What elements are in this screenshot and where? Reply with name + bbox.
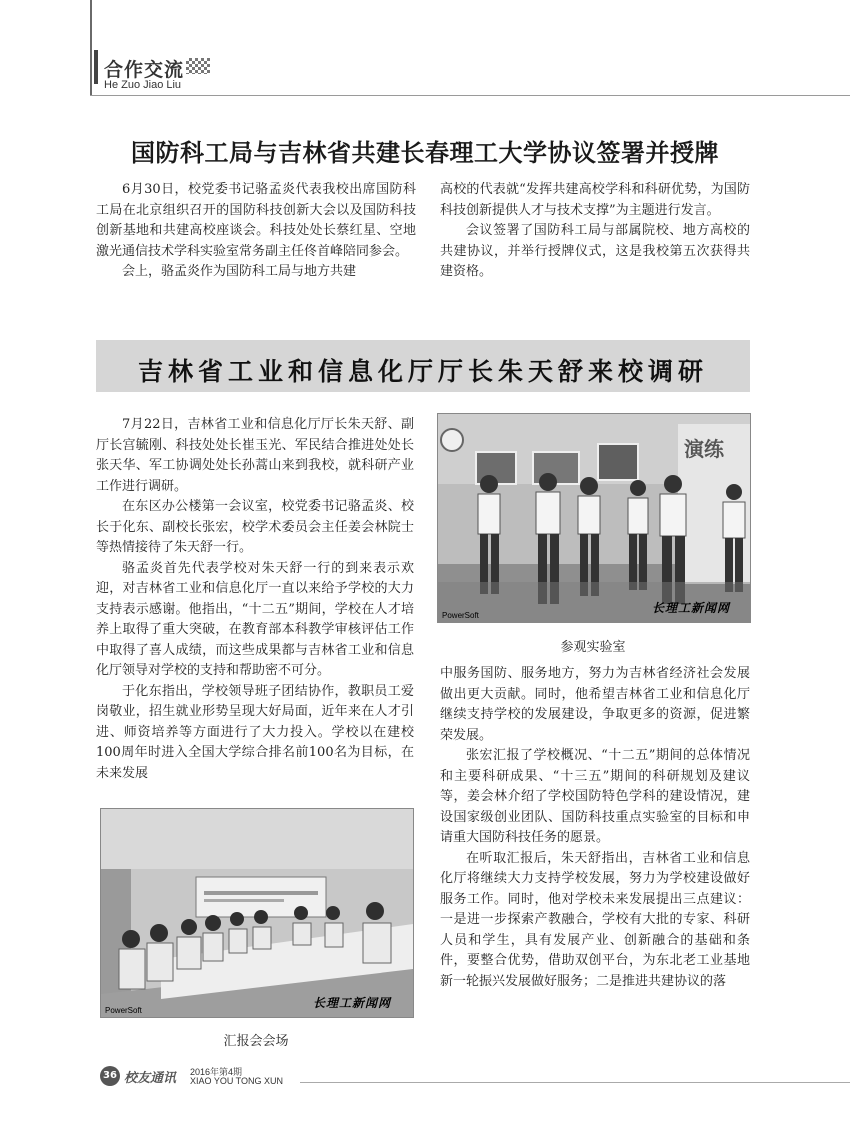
article1-paragraph-continued: 高校的代表就“发挥共建高校学科和科研优势，为国防科技创新提供人才与技术支撑”为主题进行发言。	[440, 182, 750, 218]
meeting-caption: 汇报会会场	[223, 1034, 289, 1049]
article1-title: 国防科工局与吉林省共建长春理工大学协议签署并授牌	[131, 139, 719, 167]
header-accent-bar	[94, 50, 98, 84]
lab-wall-sign: 演练	[684, 437, 724, 461]
meeting-photo	[100, 808, 414, 1018]
article1-paragraph: 会议签署了国防科工局与部属院校、地方高校的共建协议，并举行授牌仪式，这是我校第五次获得共建资格。	[440, 223, 750, 279]
article2-column-right	[440, 664, 750, 992]
checker-pattern-icon	[186, 58, 210, 74]
header-horizontal-rule	[90, 95, 850, 96]
photo-watermark: 长理工新闻网	[313, 996, 392, 1010]
article2-paragraph-continued: 中服务国防、服务地方，努力为吉林省经济社会发展做出更大贡献。同时，他希望吉林省工业和信息化厅继续支持学校的发展建设，争取更多的资源，促进繁荣发展。	[440, 666, 750, 743]
header-vertical-rule	[90, 0, 92, 96]
article2-column-left	[96, 415, 414, 784]
section-title-pinyin: He Zuo Jiao Liu	[104, 79, 182, 91]
page-number: 36	[100, 1066, 120, 1086]
article2-paragraph: 骆孟炎首先代表学校对朱天舒一行的到来表示欢迎，对吉林省工业和信息化厅一直以来给予学校的大力支持表示感谢。他指出，“十二五”期间，学校在人才培养上取得了重大突破，在教育部本科教学审核评估工作中取得了喜人成绩，而这些成果都与吉林省工业和信息化厅领导对学校的支持和帮助密不可分。	[96, 560, 414, 678]
article1-column-right	[440, 180, 750, 283]
photo-software-label: PowerSoft	[442, 611, 479, 620]
lab-visit-scene	[438, 414, 750, 622]
article1-paragraph: 6月30日，校党委书记骆孟炎代表我校出席国防科工局在北京组织召开的国防科技创新大会以及国防科技创新基地和共建高校座谈会。科技处处长蔡红星、空地激光通信技术学科实验室常务副主任佟首峰陪同参会。	[96, 182, 416, 259]
article2-paragraph: 张宏汇报了学校概况、“十二五”期间的总体情况和主要科研成果、“十三五”期间的科研规划及建议等，姜会林介绍了学校国防特色学科的建设情况，建设国家级创业团队、国防科技重点实验室的目标和申请重大国防科技任务的愿景。	[440, 748, 750, 845]
article2-paragraph: 在东区办公楼第一会议室，校党委书记骆孟炎、校长于化东、副校长张宏，校学术委员会主任姜会林院士等热情接待了朱天舒一行。	[96, 499, 414, 555]
photo-watermark: 长理工新闻网	[652, 601, 731, 615]
article1-paragraph: 会上，骆孟炎作为国防科工局与地方共建	[122, 264, 357, 279]
photo-software-label: PowerSoft	[105, 1006, 142, 1015]
article1-column-left	[96, 180, 416, 283]
footer-issue: 2016年第4期	[190, 1067, 243, 1077]
lab-visit-photo	[437, 413, 751, 623]
footer-brand: 校友通讯	[124, 1071, 177, 1086]
article2-paragraph: 在听取汇报后，朱天舒指出，吉林省工业和信息化厅将继续大力支持学校发展，努力为学校建设做好服务工作。同时，他对学校未来发展提出三点建议：一是进一步探索产教融合，学校有大批的专家、科研人员和学生，具有发展产业、创新融合的基础和条件，要整合优势，借助双创平台，为东北老工业基地新一轮振兴发展做好服务；二是推进共建协议的落	[440, 850, 750, 989]
article2-paragraph: 于化东指出，学校领导班子团结协作，教职员工爱岗敬业，招生就业形势呈现大好局面，近年来在人才引进、师资培养等方面进行了大力投入。学校以在建校100周年时进入全国大学综合排名前100名为目标，在未来发展	[96, 683, 414, 781]
lab-visit-caption: 参观实验室	[560, 640, 626, 655]
section-title: 合作交流	[104, 59, 185, 81]
footer-rule	[300, 1082, 850, 1083]
article2-paragraph: 7月22日，吉林省工业和信息化厅厅长朱天舒、副厅长宫毓刚、科技处处长崔玉光、军民结合推进处处长张天华、军工协调处处长孙蒿山来到我校，就科研产业工作进行调研。	[96, 417, 414, 494]
meeting-scene	[101, 809, 413, 1017]
article2-title: 吉林省工业和信息化厅厅长朱天舒来校调研	[137, 357, 708, 386]
footer-brand-pinyin: XIAO YOU TONG XUN	[190, 1076, 284, 1086]
